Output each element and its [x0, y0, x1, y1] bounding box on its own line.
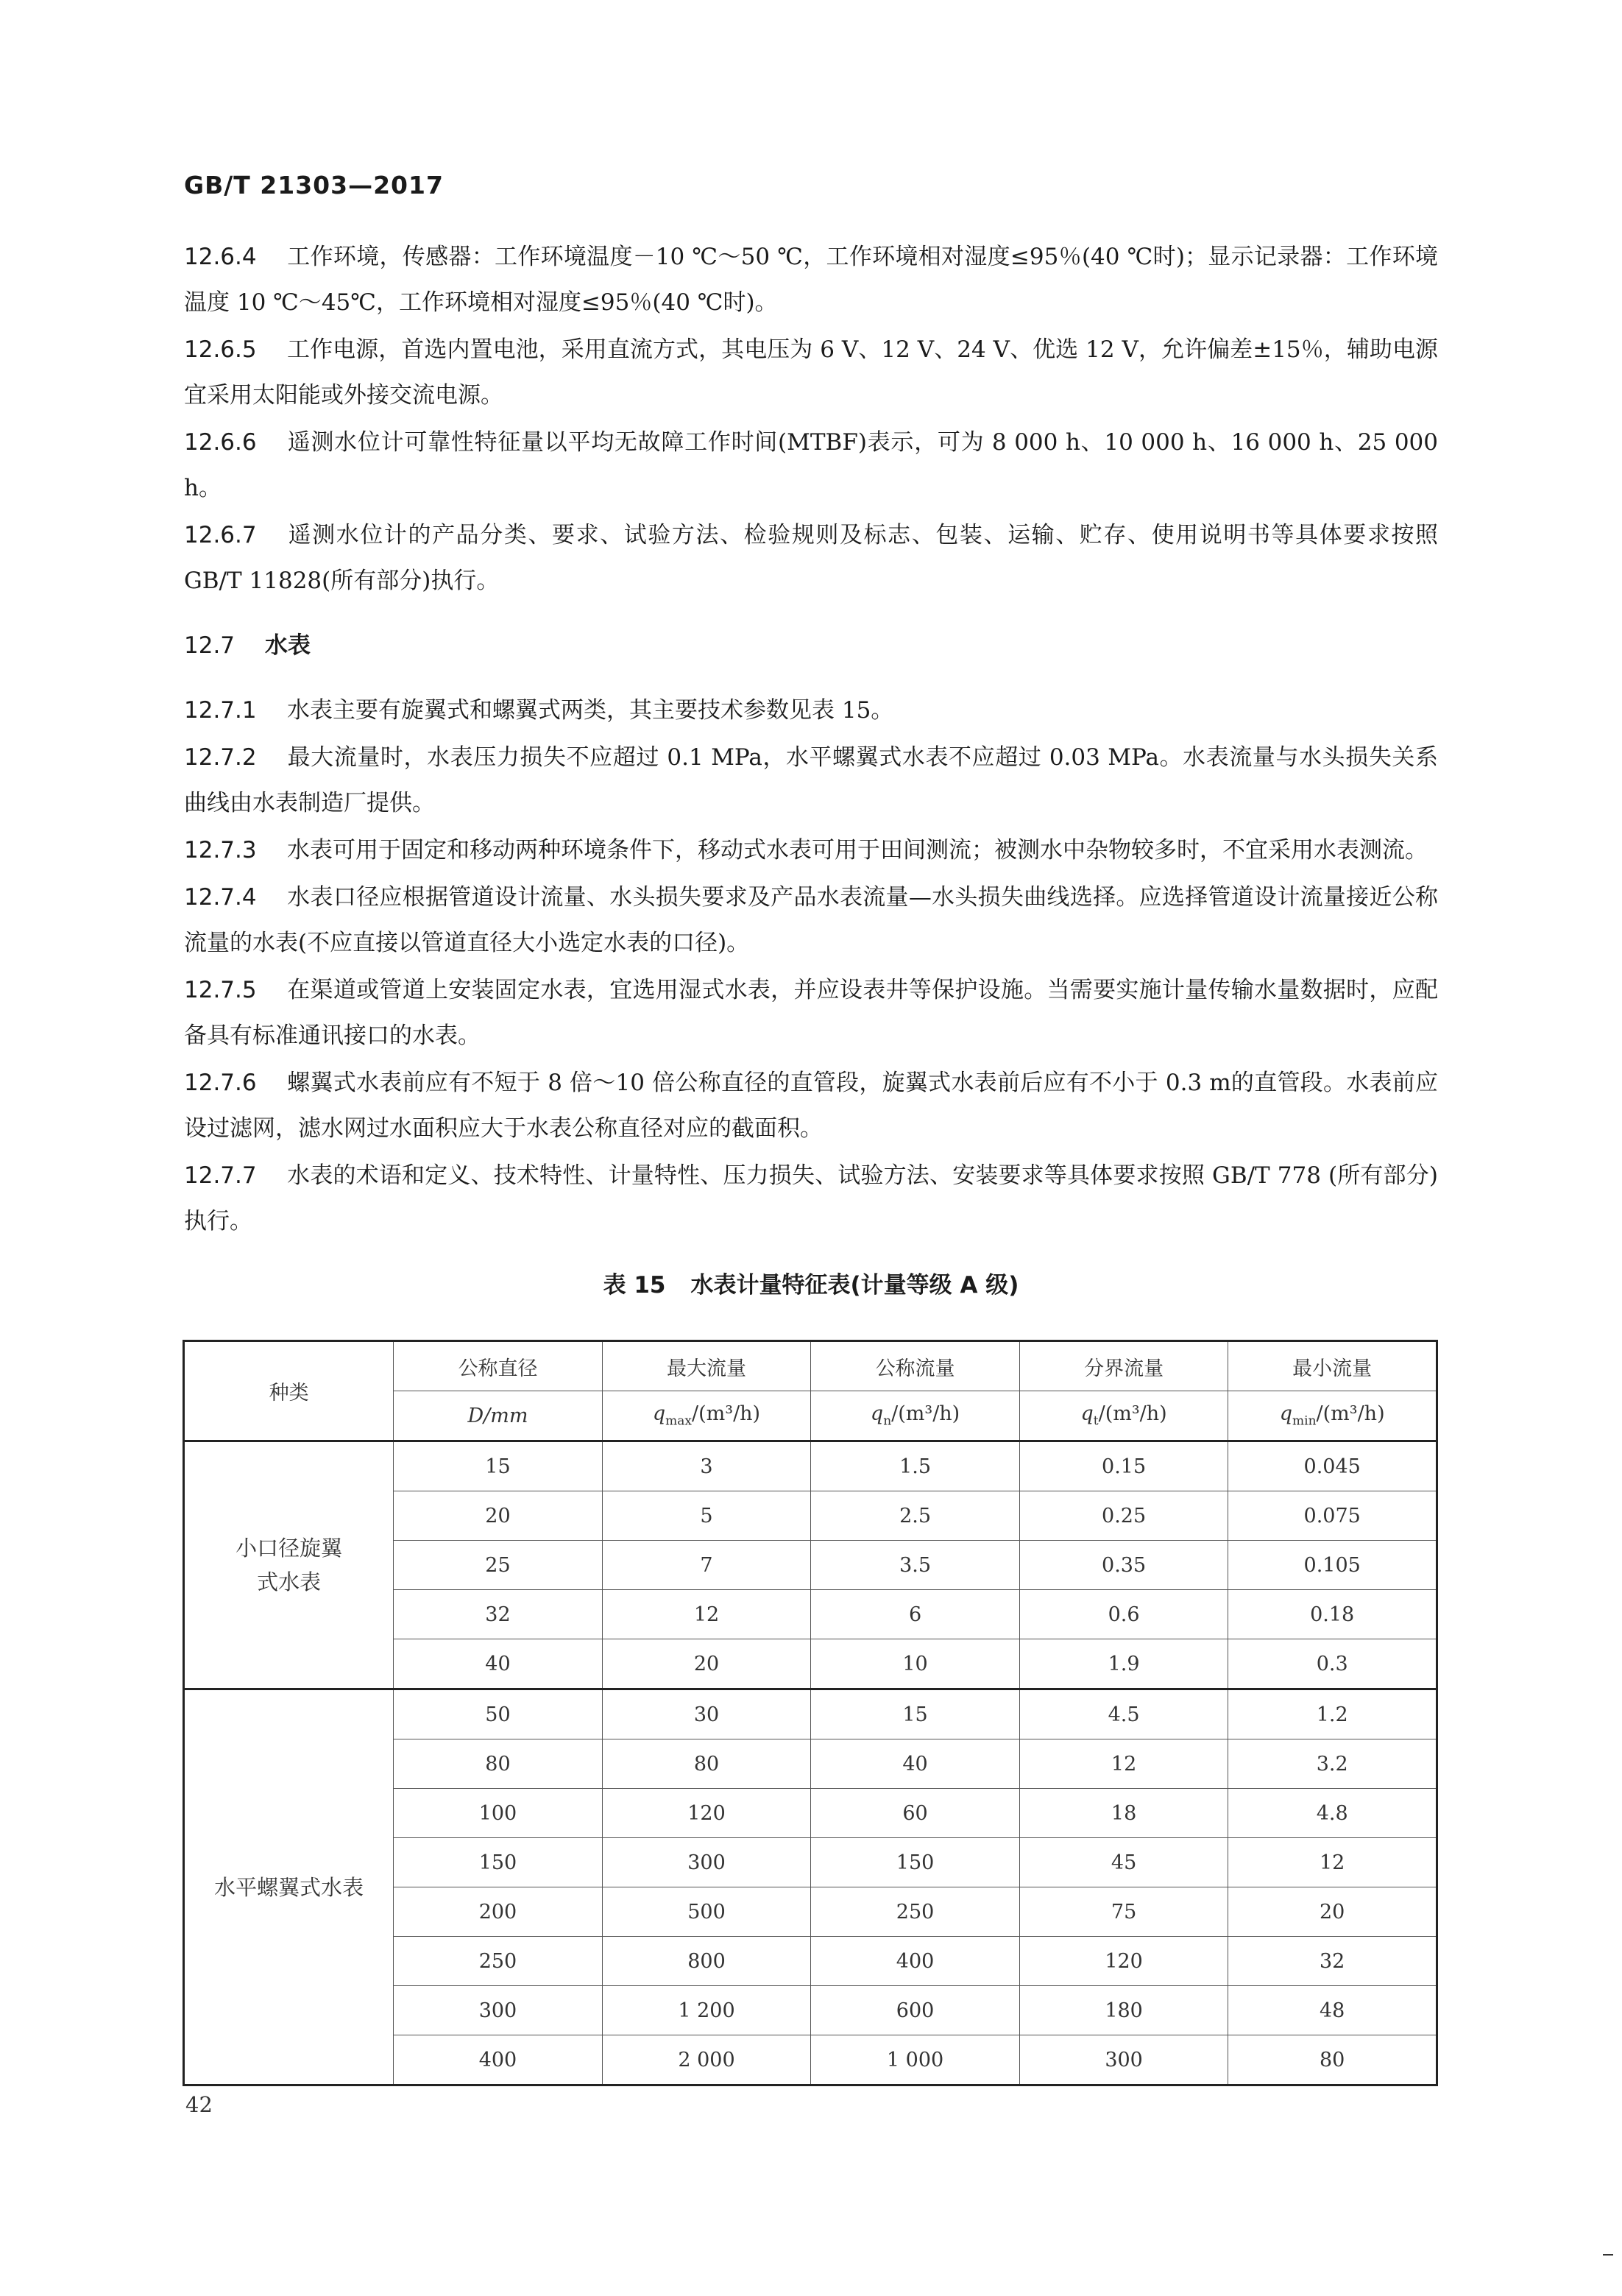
table-cell: 0.045: [1228, 1441, 1437, 1491]
table-cell: 5: [602, 1491, 811, 1541]
unit-max-flow: $q_{max}/(m^3/h)$: [602, 1391, 811, 1441]
table-cell: 12: [1228, 1838, 1437, 1887]
table-cell: 32: [394, 1590, 602, 1639]
paragraphs-12-7: [184, 688, 1438, 1244]
clause-text: 在渠道或管道上安装固定水表，宜选用湿式水表，并应设表井等保护设施。当需要实施计量传输水量数据时，应配备具有标准通讯接口的水表。: [184, 977, 1438, 1049]
table-cell: 0.35: [1019, 1541, 1228, 1590]
clause-text: 水表主要有旋翼式和螺翼式两类，其主要技术参数见表 15。: [287, 697, 894, 724]
section-number: 12.7: [184, 632, 235, 659]
table-cell: 10: [811, 1639, 1020, 1689]
table-cell: 500: [602, 1887, 811, 1937]
table-cell: 48: [1228, 1986, 1437, 2035]
clause-text: 遥测水位计的产品分类、要求、试验方法、检验规则及标志、包装、运输、贮存、使用说明书等具体要求按照 GB/T 11828(所有部分)执行。: [184, 522, 1438, 594]
header-transition-flow: 分界流量: [1019, 1341, 1228, 1391]
table-cell: 120: [602, 1789, 811, 1838]
table-row: [184, 1441, 1437, 1491]
table-cell: 20: [394, 1491, 602, 1541]
clause-paragraph: [184, 735, 1438, 826]
table-cell: 60: [811, 1789, 1020, 1838]
category-line: 水平螺翼式水表: [214, 1874, 364, 1900]
table-cell: 150: [394, 1838, 602, 1887]
table-cell: 15: [811, 1689, 1020, 1739]
table-cell: 12: [1019, 1739, 1228, 1789]
page-number: 42: [185, 2092, 213, 2117]
table-cell: 25: [394, 1541, 602, 1590]
header-category: 种类: [184, 1341, 394, 1441]
table-cell: 0.6: [1019, 1590, 1228, 1639]
table-cell: 600: [811, 1986, 1020, 2035]
table-cell: 6: [811, 1590, 1020, 1639]
table-caption-title: 水表计量特征表(计量等级 A 级): [690, 1272, 1019, 1299]
clause-number: 12.6.4: [184, 244, 257, 270]
table-cell: 300: [394, 1986, 602, 2035]
table-cell: 180: [1019, 1986, 1228, 2035]
table-cell: 250: [811, 1887, 1020, 1937]
clause-paragraph: [184, 420, 1438, 511]
clause-paragraph: [184, 1060, 1438, 1151]
table-row: [184, 1689, 1437, 1739]
table-cell: 2 000: [602, 2035, 811, 2085]
table-cell: 3: [602, 1441, 811, 1491]
section-heading: [184, 623, 1438, 668]
table-cell: 80: [1228, 2035, 1437, 2085]
paragraphs-12-6: [184, 234, 1438, 604]
clause-number: 12.6.5: [184, 336, 257, 363]
unit-min-flow: $q_{min}/(m^3/h)$: [1228, 1391, 1437, 1441]
clause-number: 12.7.1: [184, 697, 257, 724]
table-cell: 2.5: [811, 1491, 1020, 1541]
table-cell: 80: [602, 1739, 811, 1789]
table-cell: 400: [811, 1937, 1020, 1986]
header-nominal-flow: 公称流量: [811, 1341, 1020, 1391]
table-cell: 300: [1019, 2035, 1228, 2085]
clause-text: 工作电源，首选内置电池，采用直流方式，其电压为 6 V、12 V、24 V、优选 12 V，允许偏差±15％，辅助电源宜采用太阳能或外接交流电源。: [184, 336, 1438, 409]
clause-paragraph: [184, 327, 1438, 418]
category-cell: [184, 1441, 394, 1689]
table-cell: 20: [602, 1639, 811, 1689]
table-cell: 800: [602, 1937, 811, 1986]
clause-text: 最大流量时，水表压力损失不应超过 0.1 MPa，水平螺翼式水表不应超过 0.03 MPa。水表流量与水头损失关系曲线由水表制造厂提供。: [184, 744, 1438, 816]
water-meter-table: [183, 1340, 1438, 2086]
table-cell: 0.25: [1019, 1491, 1228, 1541]
header-min-flow: 最小流量: [1228, 1341, 1437, 1391]
table-cell: 0.105: [1228, 1541, 1437, 1590]
table-cell: 20: [1228, 1887, 1437, 1937]
table-cell: 1.5: [811, 1441, 1020, 1491]
clause-number: 12.6.6: [184, 429, 257, 456]
clause-text: 水表的术语和定义、技术特性、计量特性、压力损失、试验方法、安装要求等具体要求按照 GB/T 778 (所有部分)执行。: [184, 1162, 1438, 1234]
clause-number: 12.6.7: [184, 522, 257, 548]
table-cell: 32: [1228, 1937, 1437, 1986]
table-caption-number: 表 15: [603, 1272, 666, 1299]
table-body: [184, 1441, 1437, 2085]
clause-number: 12.7.3: [184, 837, 257, 863]
standard-number: GB/T 21303—2017: [184, 171, 444, 199]
unit-transition-flow: $q_t/(m^3/h)$: [1019, 1391, 1228, 1441]
corner-mark: [1603, 2254, 1613, 2256]
unit-nominal-diameter: D/mm: [394, 1391, 602, 1441]
table-cell: 250: [394, 1937, 602, 1986]
unit-nominal-flow: $q_n/(m^3/h)$: [811, 1391, 1020, 1441]
table-cell: 15: [394, 1441, 602, 1491]
table-cell: 3.2: [1228, 1739, 1437, 1789]
clause-paragraph: [184, 967, 1438, 1059]
category-cell: [184, 1689, 394, 2085]
clause-number: 12.7.2: [184, 744, 257, 771]
table-cell: 1.2: [1228, 1689, 1437, 1739]
clause-paragraph: [184, 512, 1438, 604]
table-cell: 4.8: [1228, 1789, 1437, 1838]
table-cell: 40: [394, 1639, 602, 1689]
clause-text: 螺翼式水表前应有不短于 8 倍～10 倍公称直径的直管段，旋翼式水表前后应有不小于 0.3 m的直管段。水表前应设过滤网，滤水网过水面积应大于水表公称直径对应的截面积。: [184, 1070, 1438, 1142]
clause-text: 工作环境，传感器：工作环境温度－10 ℃～50 ℃，工作环境相对湿度≤95％(40 ℃时)；显示记录器：工作环境温度 10 ℃～45℃，工作环境相对湿度≤95％(40 ℃时)。: [184, 244, 1438, 316]
table-cell: 12: [602, 1590, 811, 1639]
clause-text: 遥测水位计可靠性特征量以平均无故障工作时间(MTBF)表示，可为 8 000 h、10 000 h、16 000 h、25 000 h。: [184, 429, 1438, 501]
table-cell: 0.3: [1228, 1639, 1437, 1689]
table-cell: 45: [1019, 1838, 1228, 1887]
table-cell: 1.9: [1019, 1639, 1228, 1689]
table-cell: 100: [394, 1789, 602, 1838]
table-cell: 150: [811, 1838, 1020, 1887]
header-nominal-diameter: 公称直径: [394, 1341, 602, 1391]
table-cell: 200: [394, 1887, 602, 1937]
table-caption: [184, 1266, 1438, 1299]
table-cell: 1 200: [602, 1986, 811, 2035]
clause-number: 12.7.6: [184, 1070, 257, 1096]
clause-paragraph: [184, 234, 1438, 325]
table-cell: 7: [602, 1541, 811, 1590]
clause-paragraph: [184, 875, 1438, 966]
table-cell: 400: [394, 2035, 602, 2085]
table-cell: 4.5: [1019, 1689, 1228, 1739]
header-max-flow: 最大流量: [602, 1341, 811, 1391]
table-cell: 0.18: [1228, 1590, 1437, 1639]
section-title: 水表: [265, 632, 311, 659]
table-cell: 18: [1019, 1789, 1228, 1838]
clause-paragraph: [184, 688, 1438, 733]
clause-text: 水表口径应根据管道设计流量、水头损失要求及产品水表流量—水头损失曲线选择。应选择管道设计流量接近公称流量的水表(不应直接以管道直径大小选定水表的口径)。: [184, 884, 1438, 956]
table-cell: 0.15: [1019, 1441, 1228, 1491]
clause-number: 12.7.5: [184, 977, 257, 1003]
clause-paragraph: [184, 827, 1438, 873]
clause-text: 水表可用于固定和移动两种环境条件下，移动式水表可用于田间测流；被测水中杂物较多时，不宜采用水表测流。: [287, 837, 1428, 863]
table-cell: 30: [602, 1689, 811, 1739]
table-cell: 0.075: [1228, 1491, 1437, 1541]
table-cell: 75: [1019, 1887, 1228, 1937]
table-cell: 3.5: [811, 1541, 1020, 1590]
table-cell: 300: [602, 1838, 811, 1887]
body-text: [184, 234, 1438, 1246]
table-cell: 120: [1019, 1937, 1228, 1986]
category-line: 式水表: [257, 1569, 322, 1594]
clause-number: 12.7.7: [184, 1162, 257, 1189]
table-cell: 50: [394, 1689, 602, 1739]
clause-paragraph: [184, 1153, 1438, 1244]
clause-number: 12.7.4: [184, 884, 257, 911]
table-cell: 1 000: [811, 2035, 1020, 2085]
table-cell: 80: [394, 1739, 602, 1789]
category-line: 小口径旋翼: [235, 1536, 343, 1561]
table-cell: 40: [811, 1739, 1020, 1789]
